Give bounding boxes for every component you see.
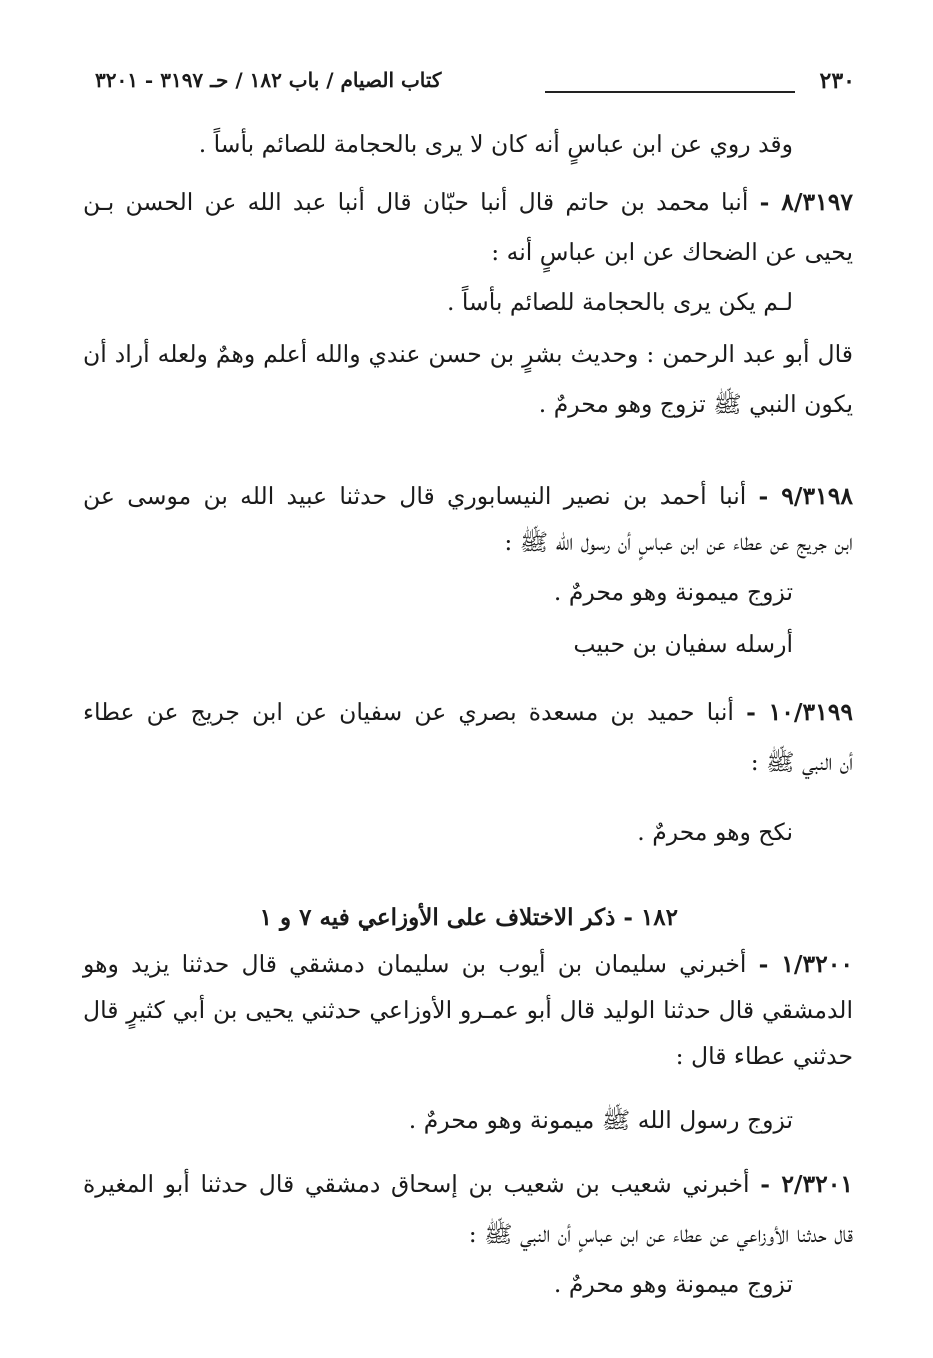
- line-text: تزوج ميمونة وهو محرمٌ .: [553, 578, 793, 606]
- text-line: [83, 990, 853, 1030]
- running-title: كتاب الصيام / باب ١٨٢ / حـ ٣١٩٧ - ٣٢٠١: [95, 68, 442, 92]
- hadith-number: ١٠/٣١٩٩ -: [746, 698, 853, 726]
- text-line: [83, 812, 793, 852]
- line-text: قال حدثنا الأوزاعي عن عطاء عن ابن عباسٍ أن النبي ﷺ :: [468, 1220, 853, 1248]
- text-line: [83, 742, 853, 782]
- text-line: [83, 384, 853, 424]
- page-header: [95, 66, 855, 102]
- page-number: ٢٣٠: [819, 68, 855, 94]
- text-line: [83, 124, 793, 164]
- text-line: [83, 522, 853, 562]
- line-text: قال أبو عبد الرحمن : وحديث بشرٍ بن حسن عندي والله أعلم وهمٌ ولعله أراد أن: [83, 340, 853, 368]
- line-text: أرسله سفيان بن حبيب: [573, 630, 793, 658]
- line-text: أنبا محمد بن حاتم قال أنبا حبّان قال أنبا عبد الله عن الحسن بـن: [83, 188, 760, 216]
- text-line: [83, 1214, 853, 1254]
- hadith-line-numbered: [83, 476, 853, 516]
- line-text: يحيى عن الضحاك عن ابن عباسٍ أنه :: [491, 238, 853, 266]
- hadith-line-numbered: [83, 944, 853, 984]
- text-line: [83, 334, 853, 374]
- line-text: ابن جريج عن عطاء عن ابن عباسٍ أن رسول الله ﷺ :: [504, 528, 853, 556]
- line-text: أنبا حميد بن مسعدة بصري عن سفيان عن ابن جريج عن عطاء: [83, 698, 747, 726]
- text-line: [83, 1264, 793, 1304]
- hadith-number: ٢/٣٢٠١ -: [760, 1170, 854, 1198]
- hadith-line-numbered: [83, 692, 853, 732]
- text-line: [83, 572, 793, 612]
- line-text: تزوج رسول الله ﷺ ميمونة وهو محرمٌ .: [408, 1106, 793, 1134]
- text-line: [83, 1100, 793, 1140]
- line-text: أنبا أحمد بن نصير النيسابوري قال حدثنا عبيد الله بن موسى عن: [83, 482, 759, 510]
- line-text: أخبرني شعيب بن شعيب بن إسحاق دمشقي قال حدثنا أبو المغيرة: [83, 1170, 761, 1198]
- hadith-number: ٩/٣١٩٨ -: [758, 482, 853, 510]
- hadith-number: ٨/٣١٩٧ -: [759, 188, 853, 216]
- text-line: [83, 624, 793, 664]
- line-text: أخبرني سليمان بن أيوب بن سليمان دمشقي قال حدثنا يزيد وهو: [83, 950, 759, 978]
- header-rule: [545, 91, 795, 93]
- line-text: لـم يكن يرى بالحجامة للصائم بأساً .: [446, 288, 793, 316]
- hadith-number: ١/٣٢٠٠ -: [758, 950, 853, 978]
- hadith-line-numbered: [83, 182, 853, 222]
- line-text: تزوج ميمونة وهو محرمٌ .: [553, 1270, 793, 1298]
- line-text: يكون النبي ﷺ تزوج وهو محرمٌ .: [538, 390, 853, 418]
- line-text: أن النبي ﷺ :: [750, 748, 853, 776]
- chapter-heading: ١٨٢ - ذكر الاختلاف على الأوزاعي فيه ٧ و ١: [259, 904, 678, 931]
- line-text: حدثني عطاء قال :: [675, 1042, 853, 1070]
- line-text: نكح وهو محرمٌ .: [637, 818, 793, 846]
- text-line: [83, 232, 853, 272]
- text-line: [83, 282, 793, 322]
- text-line: [83, 1036, 853, 1076]
- line-text: وقد روي عن ابن عباسٍ أنه كان لا يرى بالحجامة للصائم بأساً .: [198, 130, 793, 158]
- hadith-line-numbered: [83, 1164, 853, 1204]
- line-text: الدمشقي قال حدثنا الوليد قال أبو عمـرو الأوزاعي حدثني يحيى بن أبي كثيرٍ قال: [83, 996, 853, 1024]
